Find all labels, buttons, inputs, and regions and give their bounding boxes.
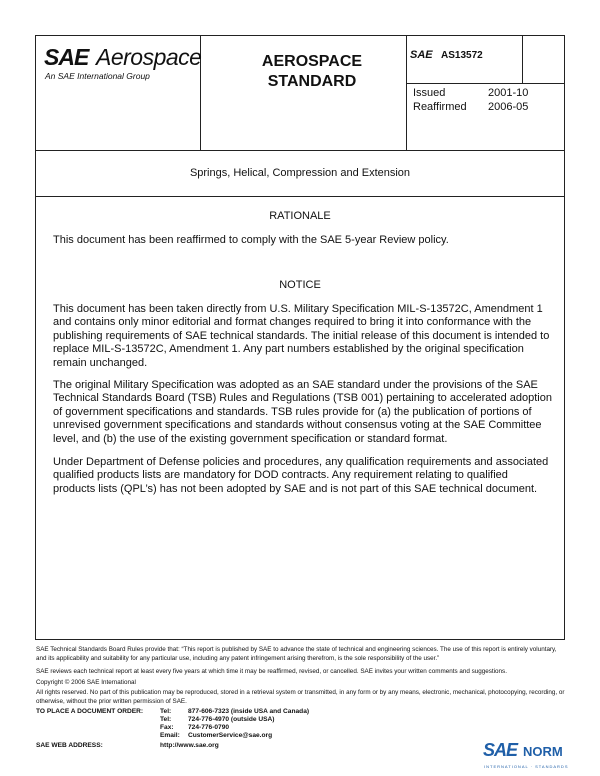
docnum-sae-logo: SAE	[410, 49, 433, 61]
rationale-text: This document has been reaffirmed to comply with the SAE 5-year Review policy.	[53, 234, 449, 246]
docnum-divider	[406, 83, 565, 84]
notice-paragraph-1: This document has been taken directly from U.S. Military Specification MIL-S-13572C, Amendment 1 and contains only minor editorial and format changes required to bring it into conformance with the publishing requirements of SAE technical standards. The initial release of this document is intended to replace MIL-S-13572C, Amendment 1. Any part numbers established by the original specification remain unchanged.	[53, 303, 550, 369]
sae-norm-text	[483, 740, 517, 761]
issued-label: Issued	[413, 87, 446, 99]
web-label: SAE WEB ADDRESS:	[36, 742, 103, 749]
fax-label: Fax:	[160, 724, 174, 731]
notice-paragraph-2: The original Military Specification was adopted as an SAE standard under the provisions of the SAE Technical Standards Board (TSB) Rules and Regulations (TSB 001) pertaining to accelerated adoption of government specifications and standards. TSB rules provide for (a) the publication of portions of unrevised government specifications and standards without consensus voting at the SAE Committee level, and (b) the use of the existing government specification or standard format.	[53, 379, 552, 445]
standard-title-line1: AEROSPACE	[261, 53, 363, 70]
sae-norm-word: NORM	[523, 744, 563, 759]
reaffirmed-label: Reaffirmed	[413, 101, 467, 113]
fax-value: 724-776-0790	[188, 724, 230, 731]
tel1-label: Tel:	[160, 708, 172, 715]
tel1-value: 877-606-7323 (inside USA and Canada)	[188, 708, 310, 715]
web-address-link[interactable]: http://www.sae.org	[160, 742, 219, 749]
footer-copyright: Copyright © 2006 SAE International	[36, 679, 136, 686]
standard-title	[222, 52, 402, 92]
document-number: AS13572	[441, 50, 483, 61]
logo-aerospace: Aerospace	[96, 44, 202, 70]
standard-title-line2: STANDARD	[267, 73, 357, 90]
title-divider	[35, 196, 565, 197]
header-divider	[35, 150, 565, 151]
notice-paragraph-3: Under Department of Defense policies and procedures, any qualification requirements and associated qualified products lists are mandatory for DOD contracts. Any requirement relating to qualified products lists (QPL’s) has not been adopted by SAE and is not part of this SAE technical document.	[53, 456, 549, 495]
footer-tsb-rules: SAE Technical Standards Board Rules provide that: “This report is published by SAE to advance the state of technical and engineering sciences. The use of this report is entirely voluntary, and its applicability and suitability for any particular use, including any patent infringement arising therefrom, is the sole responsibility of the user.”	[36, 646, 557, 662]
footer-rights: All rights reserved. No part of this publication may be reproduced, stored in a retrieval system or transmitted, in any form or by any means, electronic, mechanical, photocopying, recording, or otherwise, without the prior written permission of SAE.	[36, 689, 565, 705]
order-label: TO PLACE A DOCUMENT ORDER:	[36, 708, 144, 715]
header-col-divider-3	[522, 35, 523, 83]
footer-review: SAE reviews each technical report at least every five years at which time it may be reaffirmed, revised, or cancelled. SAE invites your written comments and suggestions.	[36, 668, 507, 675]
issued-value: 2001-10	[488, 87, 529, 99]
document-title: Springs, Helical, Compression and Extension	[189, 167, 411, 179]
tel2-value: 724-776-4970 (outside USA)	[188, 716, 275, 723]
sae-norm-mark: SAE	[483, 740, 518, 760]
header-col-divider-2	[406, 35, 407, 150]
sae-norm-subtext: INTERNATIONAL · STANDARDS	[484, 764, 569, 769]
rationale-heading: RATIONALE	[269, 210, 331, 222]
sae-norm-logo	[483, 740, 517, 761]
email-label: Email:	[160, 732, 180, 739]
tel2-label: Tel:	[160, 716, 172, 723]
reaffirmed-value: 2006-05	[488, 101, 529, 113]
logo-sae: SAE	[44, 44, 89, 70]
logo-group-text: An SAE International Group	[45, 71, 150, 81]
notice-heading: NOTICE	[279, 279, 321, 291]
email-value[interactable]: CustomerService@sae.org	[188, 732, 273, 739]
